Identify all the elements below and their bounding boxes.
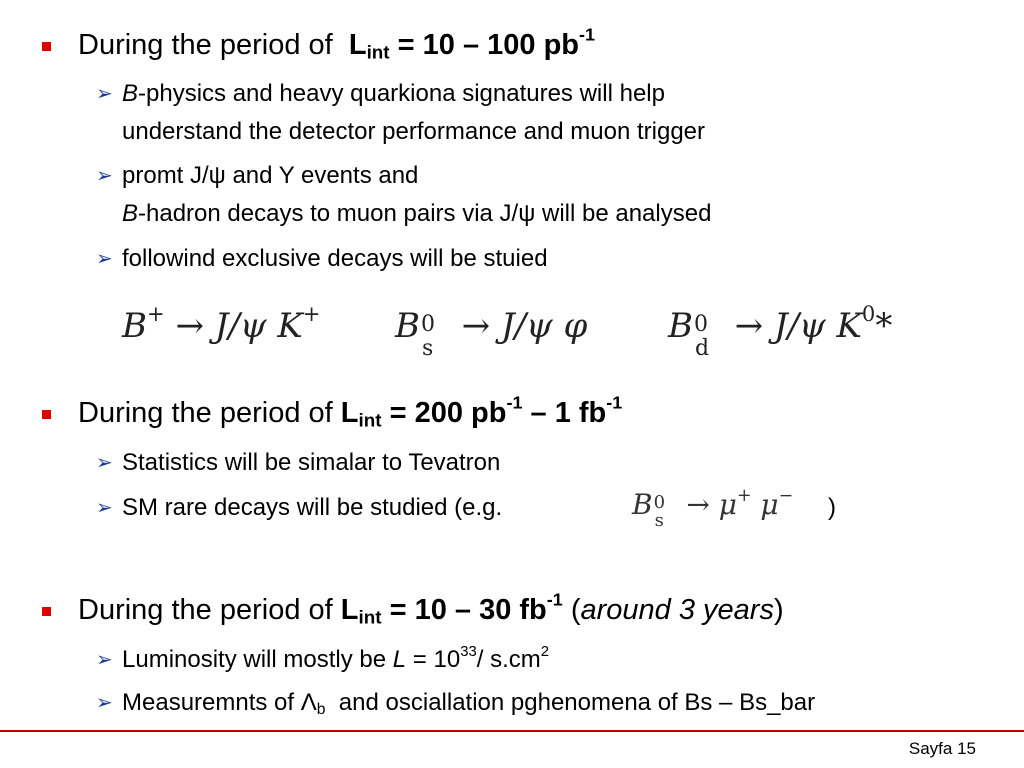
arrowhead-bullet-icon: ➢ [96, 692, 113, 714]
equation-bs-mumu: B 0 s → μ+ μ− [632, 485, 794, 531]
section2-heading: During the period of $L_{int} = 200$ $pb^{-1} - 1$ $fb^{-1}$ [78, 392, 623, 431]
arrowhead-bullet-icon: ➢ [96, 649, 113, 671]
arrowhead-bullet-icon: ➢ [96, 83, 113, 105]
footer-rule [0, 730, 1024, 732]
section3-bullet-2: Measuremnts of $\Lambda_b$ and osciallation pghenomena of Bs – Bs_bar [122, 689, 816, 718]
red-square-bullet-icon [42, 607, 51, 616]
section1-bullet-1: B-physics and heavy quarkiona signatures will help [122, 80, 665, 107]
section2-bullet-2-close: ) [828, 494, 836, 521]
section1-bullet-1-cont: understand the detector performance and muon trigger [122, 118, 706, 145]
section3-bullet-1: Luminosity will mostly be $L = 10^{33}/$ $s.cm^2$ [122, 643, 550, 673]
section2-bullet-1: Statistics will be simalar to Tevatron [122, 449, 501, 476]
section2-bullet-2: SM rare decays will be studied (e.g. [122, 494, 503, 521]
arrowhead-bullet-icon: ➢ [96, 497, 113, 519]
equation-bd: B 0 d → J/ψ $K^0*$ [668, 301, 893, 361]
arrowhead-bullet-icon: ➢ [96, 248, 113, 270]
equation-bplus: B+ → J/ψ K+ [122, 301, 321, 346]
section1-bullet-3: followind exclusive decays will be stuied [122, 245, 548, 272]
section1-bullet-2-cont: B-hadron decays to muon pairs via J/ψ will be analysed [122, 200, 712, 227]
section3-heading: During the period of $L_{int} = 10 - 30$ $fb^{-1}$ (around 3 years) [78, 589, 784, 628]
section1-bullet-2: promt J/ψ and Y events and [122, 162, 419, 189]
section1-heading: During the period of $L_{int} = 10 - 100$ $pb^{-1}$ [78, 24, 596, 63]
arrowhead-bullet-icon: ➢ [96, 452, 113, 474]
red-square-bullet-icon [42, 410, 51, 419]
arrowhead-bullet-icon: ➢ [96, 165, 113, 187]
equation-bs: B 0 s → J/ψ φ [395, 306, 588, 361]
page-number: Sayfa 15 [908, 739, 976, 758]
red-square-bullet-icon [42, 42, 51, 51]
